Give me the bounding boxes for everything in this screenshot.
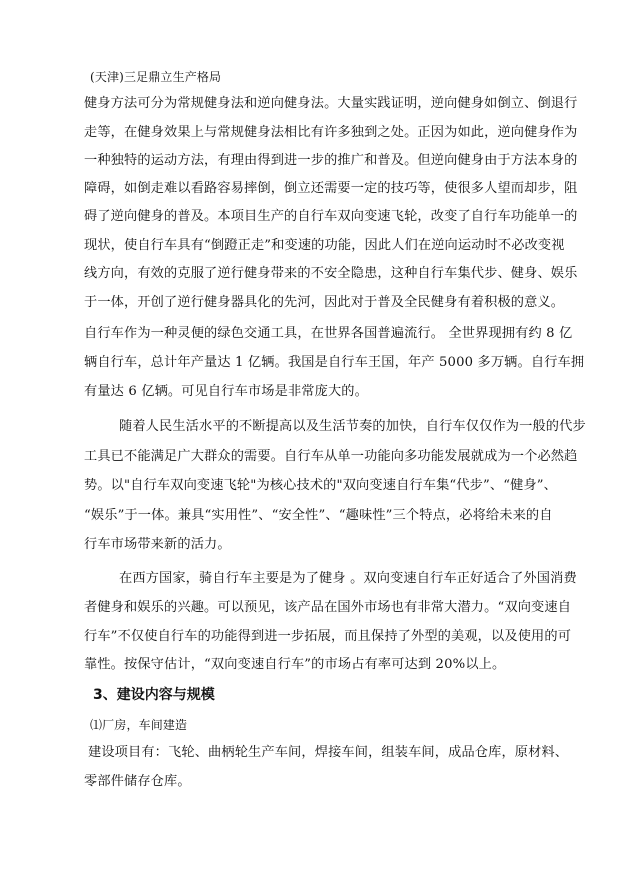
paragraph-line: 工具已不能满足广大群众的需要。自行车从单一功能向多功能发展就成为一个必然趋	[84, 449, 578, 464]
paragraph-line: 建设项目有：飞轮、曲柄轮生产车间，焊接车间，组装车间，成品仓库，原材料、	[88, 745, 569, 760]
paragraph-line: 碍了逆向健身的普及。本项目生产的自行车双向变速飞轮，改变了自行车功能单一的	[84, 209, 578, 224]
paragraph-line: 一种独特的运动方法，有理由得到进一步的推广和普及。但逆向健身由于方法本身的	[84, 153, 578, 168]
paragraph-line: 于一体，开创了逆行健身器具化的先河，因此对于普及全民健身有着积极的意义。	[84, 295, 565, 310]
paragraph-line: 零部件储存仓库。	[84, 774, 191, 789]
paragraph-line: 健身方法可分为常规健身法和逆向健身法。大量实践证明，逆向健身如倒立、倒退行	[84, 96, 578, 111]
paragraph-line: 自行车作为一种灵便的绿色交通工具，在世界各国普遍流行。 全世界现拥有约 8 亿	[84, 326, 573, 341]
paragraph-line: 有量达 6 亿辆。可见自行车市场是非常庞大的。	[84, 384, 368, 399]
paragraph-line: 靠性。按保守估计，“双向变速自行车”的市场占有率可达到 20%以上。	[84, 657, 506, 672]
paragraph-line: 行车市场带来新的活力。	[84, 537, 231, 552]
subtitle-text: (天津)三足鼎立生产格局	[90, 70, 222, 84]
paragraph-line: 走等，在健身效果上与常规健身法相比有许多独到之处。正因为如此，逆向健身作为	[84, 125, 578, 140]
paragraph-line: “娱乐”于一体。兼具“实用性”、“安全性”、“趣味性”三个特点，必将给未来的自	[84, 508, 553, 523]
paragraph-line: 势。以"自行车双向变速飞轮"为核心技术的"双向变速自行车集“代步”、“健身”、	[84, 478, 558, 493]
sub-heading: ⑴厂房，车间建造	[90, 718, 188, 732]
paragraph-line: 线方向，有效的克服了逆行健身带来的不安全隐患，这种自行车集代步、健身、娱乐	[84, 266, 578, 281]
paragraph-line: 行车”不仅使自行车的功能得到进一步拓展，而且保持了外型的美观，以及使用的可	[84, 629, 572, 644]
paragraph-line: 辆自行车，总计年产量达 1 亿辆。我国是自行车王国，年产 5000 多万辆。自行车拥	[84, 355, 585, 370]
paragraph-line: 障碍，如倒走难以看路容易摔倒，倒立还需要一定的技巧等，使很多人望而却步，阻	[84, 181, 578, 196]
section-heading: 3、建设内容与规模	[93, 687, 215, 703]
paragraph-line: 随着人民生活水平的不断提高以及生活节奏的加快，自行车仅仅作为一般的代步	[119, 419, 586, 434]
paragraph-line: 现状，使自行车具有“倒蹬正走”和变速的功能，因此人们在逆向运动时不必改变视	[84, 238, 565, 253]
paragraph-line: 者健身和娱乐的兴趣。可以预见，该产品在国外市场也有非常大潜力。“双向变速自	[84, 600, 572, 615]
paragraph-line: 在西方国家，骑自行车主要是为了健身 。双向变速自行车正好适合了外国消费	[119, 571, 577, 586]
